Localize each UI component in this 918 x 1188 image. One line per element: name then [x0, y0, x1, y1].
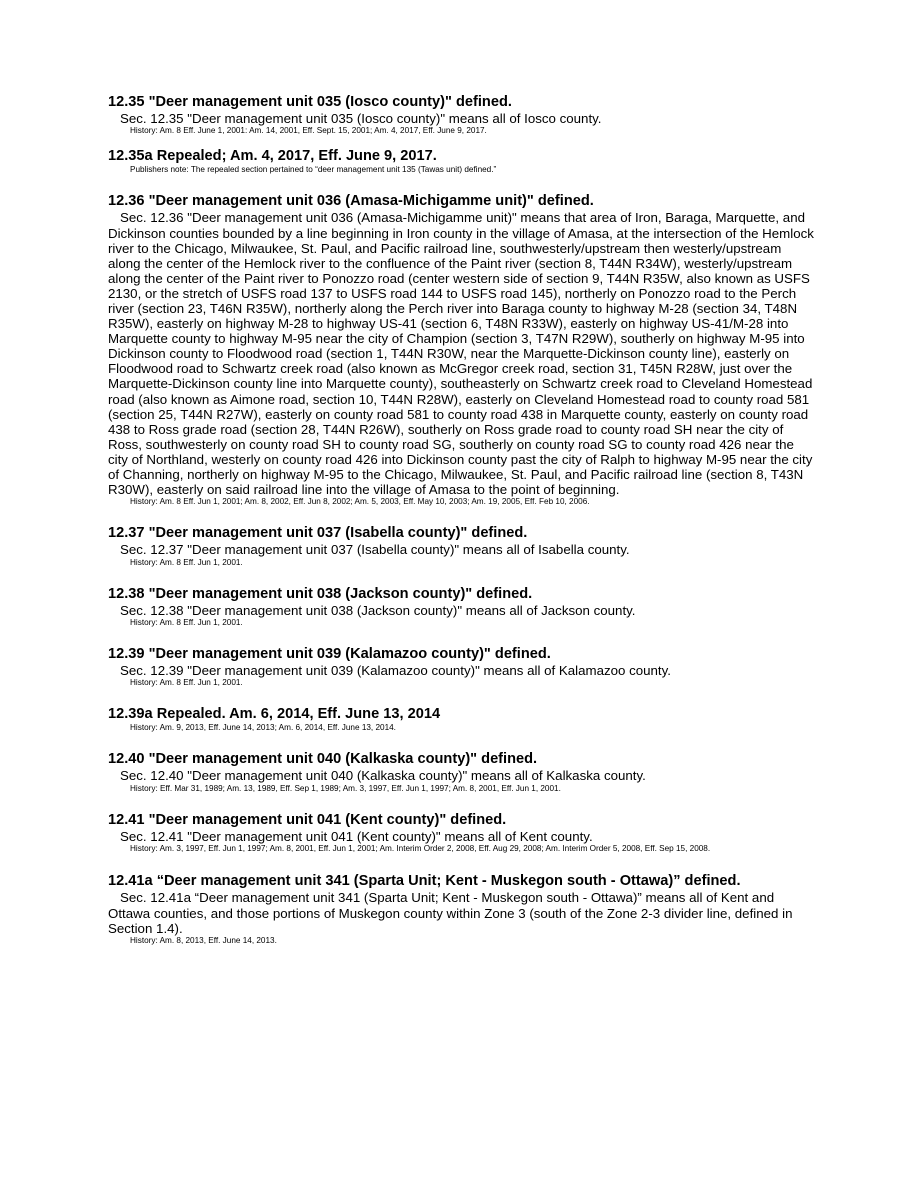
section-heading: 12.35 "Deer management unit 035 (Iosco county)" defined.: [108, 94, 512, 110]
section-heading: 12.35a Repealed; Am. 4, 2017, Eff. June 9, 2017.: [108, 148, 437, 165]
section-body: Sec. 12.41 "Deer management unit 041 (Kent county)" means all of Kent county.: [120, 828, 593, 844]
section-12-39: [108, 646, 814, 688]
publishers-note: Publishers note: The repealed section pertained to “deer management unit 135 (Tawas unit) defined.”: [130, 165, 497, 175]
history-note: History: Am. 3, 1997, Eff. Jun 1, 1997; Am. 8, 2001, Eff. Jun 1, 2001; Am. Interim Order 2, 2008, Eff. Aug 29, 2008; Am. Interim Order 5, 2008, Eff. Sep 15, 2008.: [130, 844, 711, 854]
section-12-35a: [108, 148, 814, 175]
history-note: History: Am. 8 Eff. Jun 1, 2001.: [130, 678, 243, 688]
section-heading: 12.36 "Deer management unit 036 (Amasa-Michigamme unit)" defined.: [108, 193, 594, 210]
history-note: History: Am. 8 Eff. Jun 1, 2001; Am. 8, 2002, Eff. Jun 8, 2002; Am. 5, 2003, Eff. May 10, 2003; Am. 19, 2005, Eff. Feb 10, 2006.: [130, 497, 590, 507]
section-body: Sec. 12.40 "Deer management unit 040 (Kalkaska county)" means all of Kalkaska county.: [120, 768, 646, 784]
section-body: Sec. 12.36 "Deer management unit 036 (Amasa-Michigamme unit)" means that area of Iron, Baraga, Marquette, and Dickinson counties bounded by a line beginning in Iron county in the village of Amasa, at the intersection of the Hemlock river to the Chicago, Milwaukee, St. Paul, and Pacific railroad line, southwesterly/upstream then westerly/upstream along the center of the Hemlock river to the confluence of the Paint river (section 8, T44N R34W), westerly/upstream along the center of the Paint river to Ponozzo road (center western side of section 9, T44N R35W, also known as USFS 2130, or the stretch of USFS road 137 to USFS road 144 to USFS road 145), northerly on Ponozzo road to the Perch river (section 23, T46N R35W), northerly along the Perch river into Baraga county to highway M-28 (section 34, T48N R35W), easterly on highway M-28 to highway US-41 (section 6, T48N R33W), easterly on highway US-41/M-28 into Marquette county to highway M-95 near the city of Champion (section 3, T47N R29W), southerly on highway M-95 into Dickinson county to Floodwood road (section 1, T44N R30W, near the Marquette-Dickinson county line), easterly on Floodwood road to Schwartz creek road (also known as McGregor creek road, section 31, T45N R28W, just over the Marquette-Dickinson county line into Marquette county), southeasterly on Schwartz creek road to Cleveland Homestead road (also known as Aimone road, section 10, T44N R28W), easterly on Cleveland Homestead road to county road 581 (section 25, T44N R27W), easterly on county road 581 to county road 438 in Marquette county, easterly on county road 438 to Ross grade road (section 28, T44N R26W), southerly on Ross grade road to county road SH near the city of Ross, southwesterly on county road SH to county road SG, southerly on county road SG to county road 426 near the city of Northland, westerly on county road 426 into Dickinson county past the city of Ralph to highway M-95 near the city of Channing, northerly on highway M-95 to the Chicago, Milwaukee, St. Paul, and Pacific railroad line (section 8, T43N R30W), easterly on said railroad line into the village of Amasa to the point of beginning.: [108, 210, 814, 498]
history-note: History: Am. 8 Eff. June 1, 2001: Am. 14, 2001, Eff. Sept. 15, 2001; Am. 4, 2017, Eff. June 9, 2017.: [130, 126, 487, 136]
section-heading: 12.40 "Deer management unit 040 (Kalkaska county)" defined.: [108, 751, 538, 768]
history-note: History: Am. 8, 2013, Eff. June 14, 2013.: [130, 936, 277, 946]
section-body: Sec. 12.37 "Deer management unit 037 (Isabella county)" means all of Isabella county.: [120, 542, 630, 558]
history-note: History: Am. 8 Eff. Jun 1, 2001.: [130, 557, 243, 567]
section-body: Sec. 12.38 "Deer management unit 038 (Jackson county)" means all of Jackson county.: [120, 602, 636, 618]
section-heading: 12.37 "Deer management unit 037 (Isabella county)" defined.: [108, 525, 528, 542]
section-body: Sec. 12.39 "Deer management unit 039 (Kalamazoo county)" means all of Kalamazoo county.: [120, 663, 671, 678]
section-12-35: [108, 94, 814, 136]
section-heading: 12.39 "Deer management unit 039 (Kalamazoo county)" defined.: [108, 646, 551, 662]
section-12-41a: [108, 872, 814, 946]
section-heading: 12.41a “Deer management unit 341 (Sparta Unit; Kent - Muskegon south - Ottawa)” defined.: [108, 873, 741, 890]
section-12-41: [108, 812, 814, 854]
section-12-38: [108, 586, 814, 628]
section-heading: 12.39a Repealed. Am. 6, 2014, Eff. June 13, 2014: [108, 706, 441, 723]
section-12-40: [108, 751, 814, 793]
section-body: Sec. 12.35 "Deer management unit 035 (Iosco county)" means all of Iosco county.: [120, 111, 602, 126]
history-note: History: Eff. Mar 31, 1989; Am. 13, 1989, Eff. Sep 1, 1989; Am. 3, 1997, Eff. Jun 1, 1997; Am. 8, 2001, Eff. Jun 1, 2001.: [130, 783, 561, 793]
section-heading: 12.38 "Deer management unit 038 (Jackson county)" defined.: [108, 585, 533, 602]
section-heading: 12.41 "Deer management unit 041 (Kent county)" defined.: [108, 811, 507, 828]
section-12-36: [108, 193, 814, 507]
section-12-37: [108, 525, 814, 567]
section-body: Sec. 12.41a “Deer management unit 341 (Sparta Unit; Kent - Muskegon south - Ottawa)” means all of Kent and Ottawa counties, and those portions of Muskegon county within Zone 3 (south of the Zone 2-3 divider line, defined in Section 1.4).: [108, 890, 793, 937]
history-note: History: Am. 8 Eff. Jun 1, 2001.: [130, 618, 243, 627]
history-note: History: Am. 9, 2013, Eff. June 14, 2013; Am. 6, 2014, Eff. June 13, 2014.: [130, 723, 396, 733]
section-12-39a: [108, 706, 814, 733]
